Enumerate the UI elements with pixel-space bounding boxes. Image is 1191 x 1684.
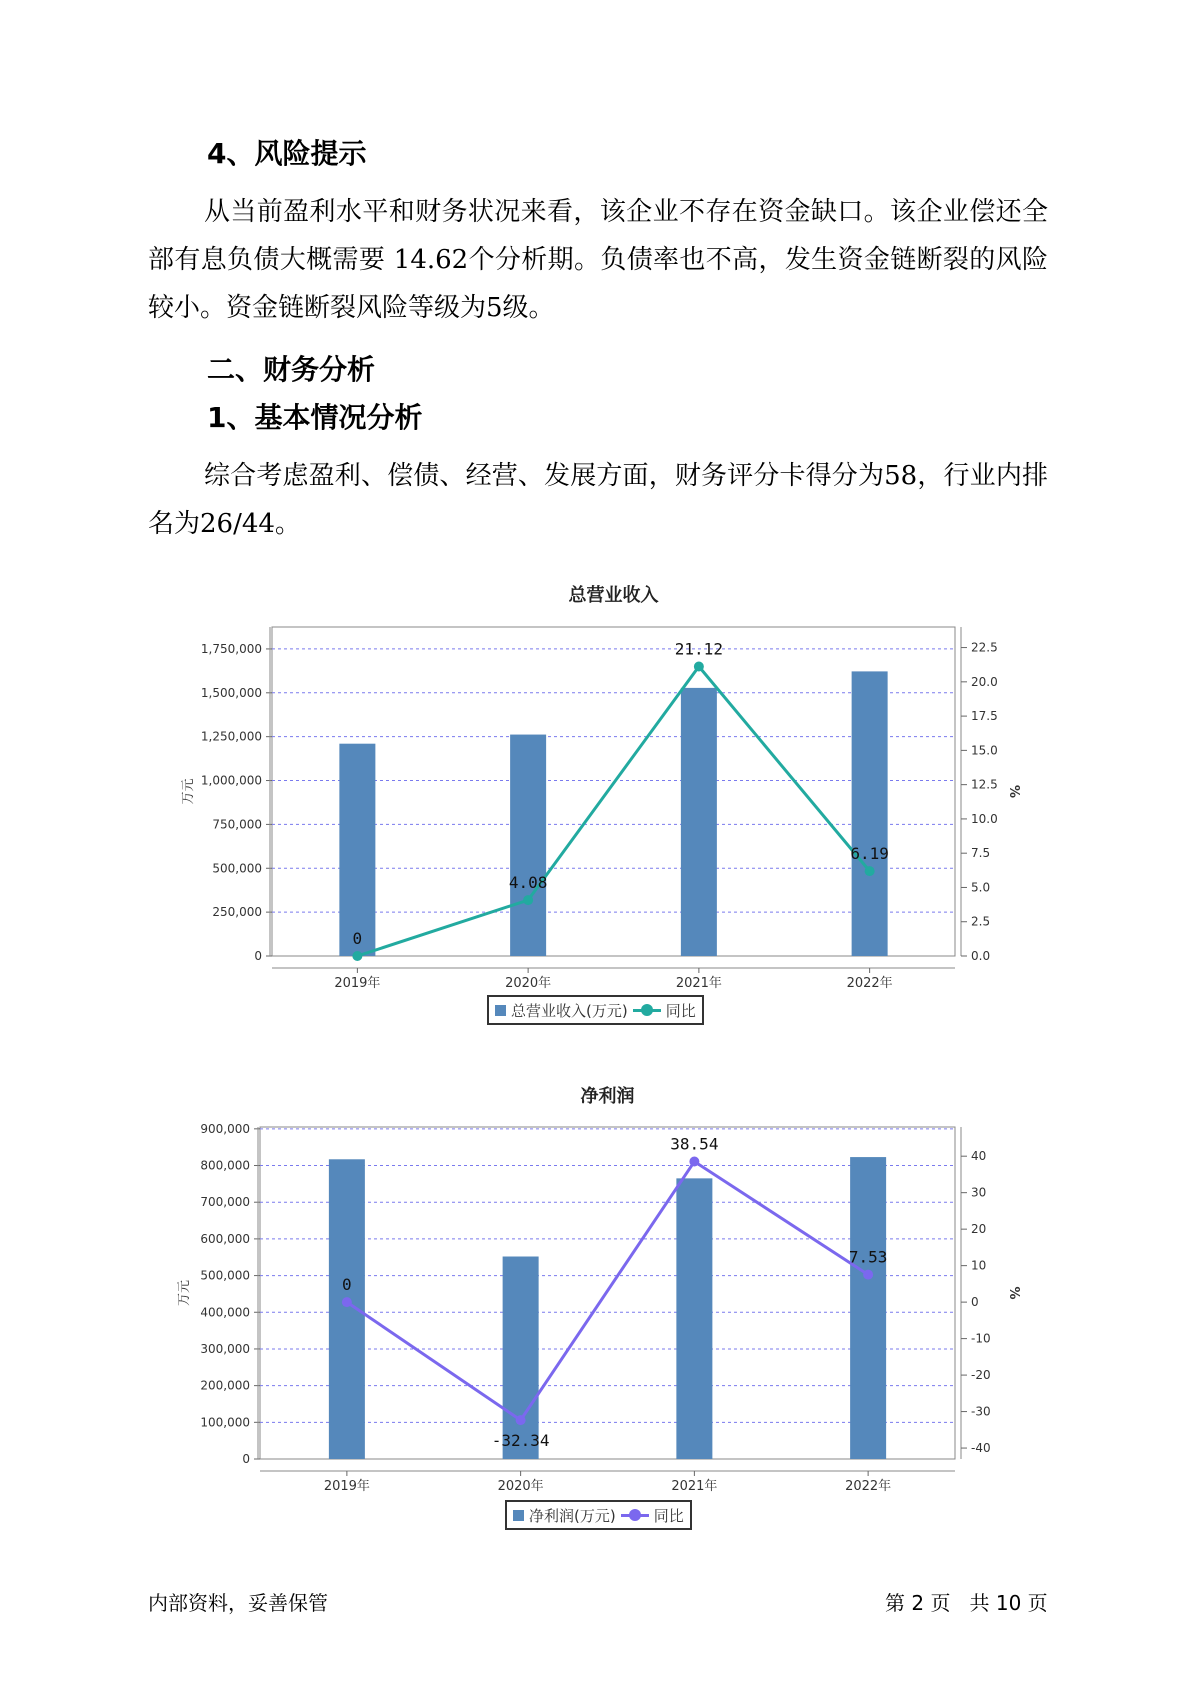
y2-tick-label: 5.0 <box>971 880 991 895</box>
y-tick-label: 400,000 <box>200 1305 250 1320</box>
y-tick-label: 200,000 <box>200 1378 250 1393</box>
y2-tick-label: -10 <box>971 1331 991 1346</box>
profit-legend <box>505 1500 692 1530</box>
revenue-legend <box>487 995 704 1025</box>
y2-tick-label: 20 <box>971 1222 987 1237</box>
risk-paragraph: 从当前盈利水平和财务状况来看，该企业不存在资金缺口。该企业偿还全部有息负债大概需要 14.62个分析期。负债率也不高，发生资金链断裂的风险较小。资金链断裂风险等级为5级。 <box>148 197 1048 323</box>
yoy-point <box>352 951 362 961</box>
y-tick-label: 1,000,000 <box>200 773 262 788</box>
yoy-point <box>516 1415 526 1425</box>
y2-tick-label: 20.0 <box>971 674 998 689</box>
x-tick-label: 2021年 <box>671 1479 718 1494</box>
y2-tick-label: -30 <box>971 1404 991 1419</box>
y-tick-label: 750,000 <box>212 817 262 832</box>
yoy-data-label: 0 <box>342 1275 352 1295</box>
y2-tick-label: 17.5 <box>971 709 998 724</box>
y-tick-label: 600,000 <box>200 1231 250 1246</box>
y2-tick-label: -40 <box>971 1441 991 1456</box>
legend-bar-swatch <box>495 1005 506 1016</box>
revenue-chart <box>0 575 1191 1030</box>
yoy-point <box>863 1270 873 1280</box>
y-tick-label: 100,000 <box>200 1415 250 1430</box>
y2-tick-label: 0.0 <box>971 949 991 963</box>
basic-heading: 1、基本情况分析 <box>207 401 423 434</box>
x-tick-label: 2022年 <box>846 976 893 991</box>
yoy-point <box>694 661 704 671</box>
y-tick-label: 1,750,000 <box>200 641 262 656</box>
legend-line-swatch <box>621 1509 649 1521</box>
yoy-data-label: 6.19 <box>850 844 889 864</box>
finance-heading: 二、财务分析 <box>207 353 376 386</box>
y-axis-label: 万元 <box>181 778 196 805</box>
legend-line-label: 同比 <box>665 1001 696 1020</box>
x-tick-label: 2020年 <box>497 1479 544 1494</box>
y-tick-label: 800,000 <box>200 1158 250 1173</box>
y-tick-label: 700,000 <box>200 1195 250 1210</box>
bar <box>510 735 546 956</box>
yoy-data-label: -32.34 <box>491 1431 550 1451</box>
x-tick-label: 2021年 <box>675 976 722 991</box>
risk-heading: 4、风险提示 <box>207 137 367 170</box>
yoy-data-label: 0 <box>352 929 363 948</box>
yoy-data-label: 21.12 <box>674 639 723 659</box>
legend-bar-label: 净利润(万元) <box>529 1506 616 1525</box>
y2-tick-label: 12.5 <box>971 777 998 792</box>
legend-bar-swatch <box>513 1510 524 1521</box>
x-tick-label: 2019年 <box>323 1479 370 1494</box>
chart-title: 净利润 <box>580 1086 635 1107</box>
y-axis-label: 万元 <box>177 1279 192 1307</box>
footer-confidential: 内部资料，妥善保管 <box>148 1591 328 1615</box>
y2-tick-label: 10.0 <box>971 811 998 826</box>
legend-bar-label: 总营业收入(万元) <box>511 1001 628 1020</box>
y2-tick-label: 15.0 <box>971 743 998 758</box>
y2-tick-label: -20 <box>971 1368 991 1383</box>
x-tick-label: 2020年 <box>505 976 552 991</box>
y2-tick-label: 40 <box>971 1149 987 1164</box>
legend-line-swatch <box>633 1004 661 1016</box>
yoy-point <box>865 866 875 876</box>
yoy-data-label: 4.08 <box>508 873 548 893</box>
bar <box>503 1256 539 1459</box>
y-tick-label: 0 <box>242 1452 250 1466</box>
y-tick-label: 500,000 <box>212 861 262 876</box>
y-tick-label: 1,500,000 <box>200 685 262 700</box>
y-tick-label: 1,250,000 <box>200 729 262 744</box>
basic-paragraph: 综合考虑盈利、偿债、经营、发展方面，财务评分卡得分为58，行业内排名为26/44。 <box>148 461 1048 539</box>
bar <box>850 1157 886 1459</box>
y2-tick-label: 22.5 <box>971 640 998 655</box>
x-tick-label: 2019年 <box>334 976 381 991</box>
bar <box>339 744 375 956</box>
y-tick-label: 300,000 <box>200 1341 250 1356</box>
y-tick-label: 500,000 <box>200 1268 250 1283</box>
y-tick-label: 0 <box>254 949 262 963</box>
y2-tick-label: 2.5 <box>971 914 991 929</box>
y2-axis-label: % <box>1006 1286 1021 1300</box>
yoy-point <box>342 1297 352 1307</box>
y-tick-label: 900,000 <box>200 1121 250 1136</box>
chart-title: 总营业收入 <box>568 585 659 606</box>
bar <box>676 1178 712 1459</box>
y2-tick-label: 30 <box>971 1185 987 1200</box>
yoy-data-label: 38.54 <box>670 1134 719 1154</box>
yoy-data-label: 7.53 <box>848 1247 888 1267</box>
bar <box>681 688 717 956</box>
y2-tick-label: 7.5 <box>971 846 991 861</box>
yoy-point <box>689 1157 699 1167</box>
y2-tick-label: 0 <box>971 1295 979 1310</box>
yoy-point <box>523 895 533 905</box>
x-tick-label: 2022年 <box>845 1479 892 1494</box>
net-profit-chart-svg <box>0 1078 1191 1538</box>
y2-tick-label: 10 <box>971 1258 987 1273</box>
y2-axis-label: % <box>1006 784 1021 799</box>
bar <box>852 671 888 956</box>
legend-line-label: 同比 <box>653 1506 684 1525</box>
yoy-line <box>347 1162 868 1421</box>
footer-page-number: 第 2 页 共 10 页 <box>885 1591 1048 1615</box>
revenue-chart-svg <box>0 575 1191 1030</box>
net-profit-chart <box>0 1078 1191 1538</box>
y-tick-label: 250,000 <box>212 905 262 920</box>
